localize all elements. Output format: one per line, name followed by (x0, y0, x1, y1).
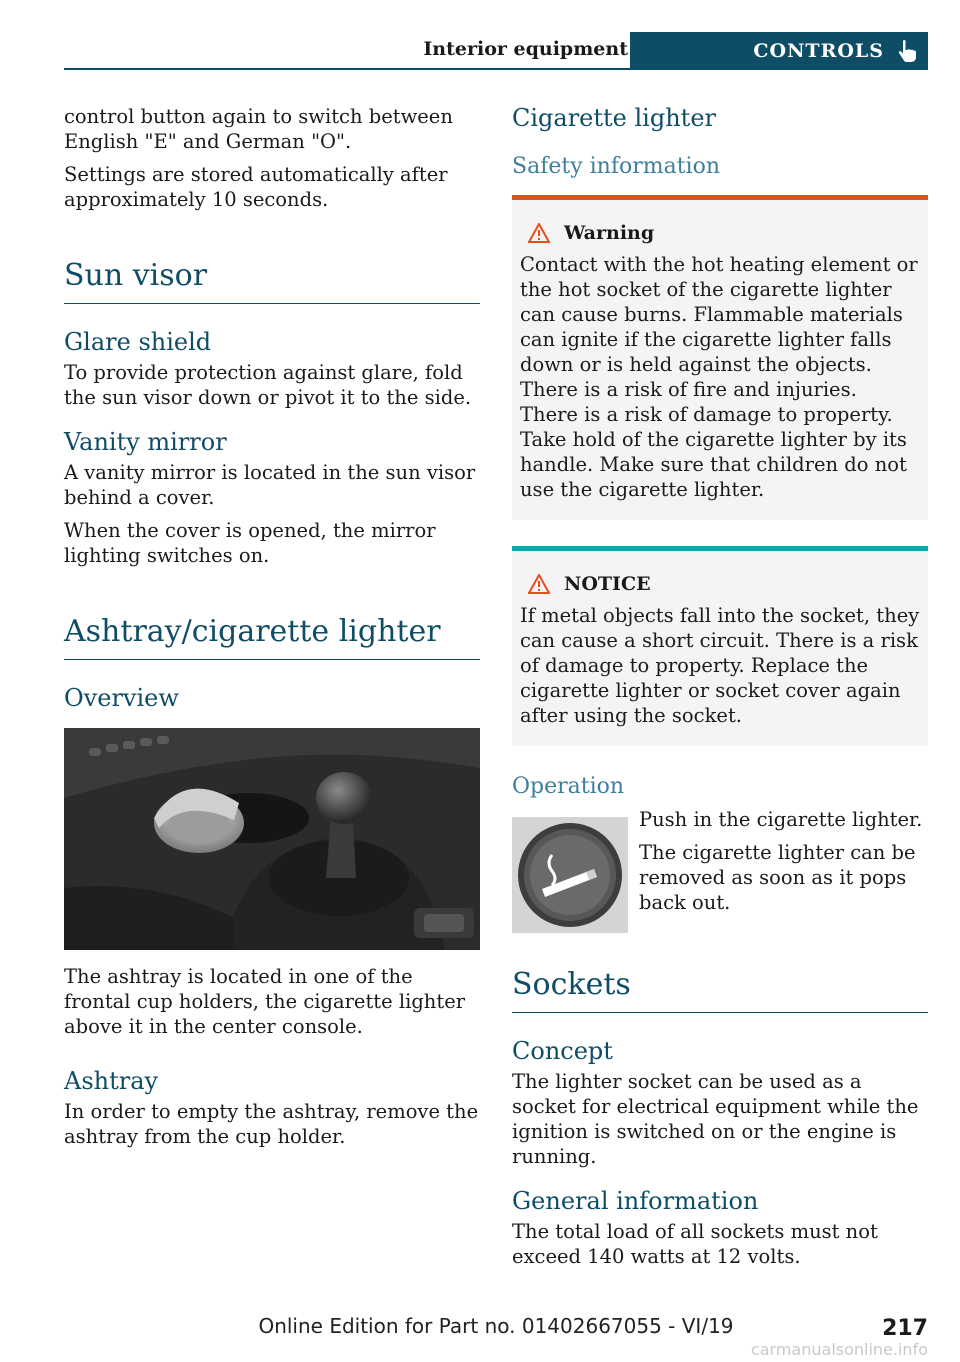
header-section-title: Interior equipment (423, 38, 628, 60)
operation-text (639, 807, 928, 923)
concept-heading: Concept (512, 1037, 613, 1065)
glare-shield-text: To provide protection against glare, fold the sun visor down or pivot it to the side. (64, 361, 472, 409)
operation-heading: Operation (512, 774, 625, 799)
ashtray-center-console-photo (64, 728, 480, 950)
ashtray-lighter-heading: Ashtray/cigarette lighter (64, 614, 480, 660)
ashtray-heading: Ashtray (64, 1067, 159, 1095)
general-information-text: The total load of all sockets must not exceed 140 watts at 12 volts. (512, 1220, 878, 1268)
operation-block (512, 807, 928, 927)
sun-visor-heading: Sun visor (64, 258, 480, 304)
page-number: 217 (882, 1316, 928, 1341)
vanity-mirror-text-2: When the cover is opened, the mirror lighting switches on. (64, 519, 436, 567)
intro-paragraph-1: control button again to switch between English "E" and German "O". (64, 105, 453, 153)
overview-heading: Overview (64, 684, 179, 712)
pointing-hand-icon (896, 39, 918, 63)
concept-text: The lighter socket can be used as a socket for electrical equipment while the ignition is switched on or the engine is running. (512, 1070, 919, 1168)
notice-header (520, 573, 920, 595)
overview-text: The ashtray is located in one of the frontal cup holders, the cigarette lighter above it in the center console. (64, 965, 466, 1038)
warning-header (520, 222, 920, 244)
header-rule (64, 68, 928, 70)
safety-information-heading: Safety information (512, 154, 720, 179)
warning-text: Contact with the hot heating element or the hot socket of the cigarette lighter can cause burns. Flammable materials can ignite if the cigarette lighter falls down or is held against the objects. There is a risk of fire and injuries. There is a risk of damage to property. Take hold of the cigarette lighter by its handle. Make sure that children do not use the cigarette lighter. (520, 253, 918, 501)
notice-box (512, 546, 928, 746)
vanity-mirror-text-1: A vanity mirror is located in the sun visor behind a cover. (64, 461, 476, 509)
edition-footer: Online Edition for Part no. 01402667055 - VI/19 (258, 1314, 734, 1338)
warning-box (512, 195, 928, 520)
cigarette-lighter-icon (512, 817, 628, 933)
watermark: carmanualsonline.info (750, 1340, 928, 1359)
warning-label: Warning (564, 222, 655, 244)
vanity-mirror-heading: Vanity mirror (64, 428, 227, 456)
warning-triangle-icon (528, 223, 550, 243)
operation-text-1: Push in the cigarette lighter. (639, 808, 923, 831)
notice-text: If metal objects fall into the socket, they can cause a short circuit. There is a risk of damage to property. Replace the cigarette lighter or socket cover again after using the socket. (520, 604, 920, 727)
general-information-heading: General information (512, 1187, 759, 1215)
operation-text-2: The cigarette lighter can be removed as soon as it pops back out. (639, 841, 916, 914)
left-column (64, 104, 480, 1157)
right-column (512, 104, 928, 1277)
glare-shield-heading: Glare shield (64, 328, 212, 356)
page-header (64, 32, 928, 70)
ashtray-text: In order to empty the ashtray, remove the ashtray from the cup holder. (64, 1100, 479, 1148)
intro-paragraph-2: Settings are stored automatically after approximately 10 seconds. (64, 163, 448, 211)
header-tab-label: CONTROLS (753, 40, 884, 62)
sockets-heading: Sockets (512, 967, 928, 1013)
notice-label: NOTICE (564, 573, 651, 595)
caution-triangle-icon (528, 574, 550, 594)
header-controls-tab (630, 32, 928, 70)
cigarette-lighter-heading: Cigarette lighter (512, 104, 716, 132)
